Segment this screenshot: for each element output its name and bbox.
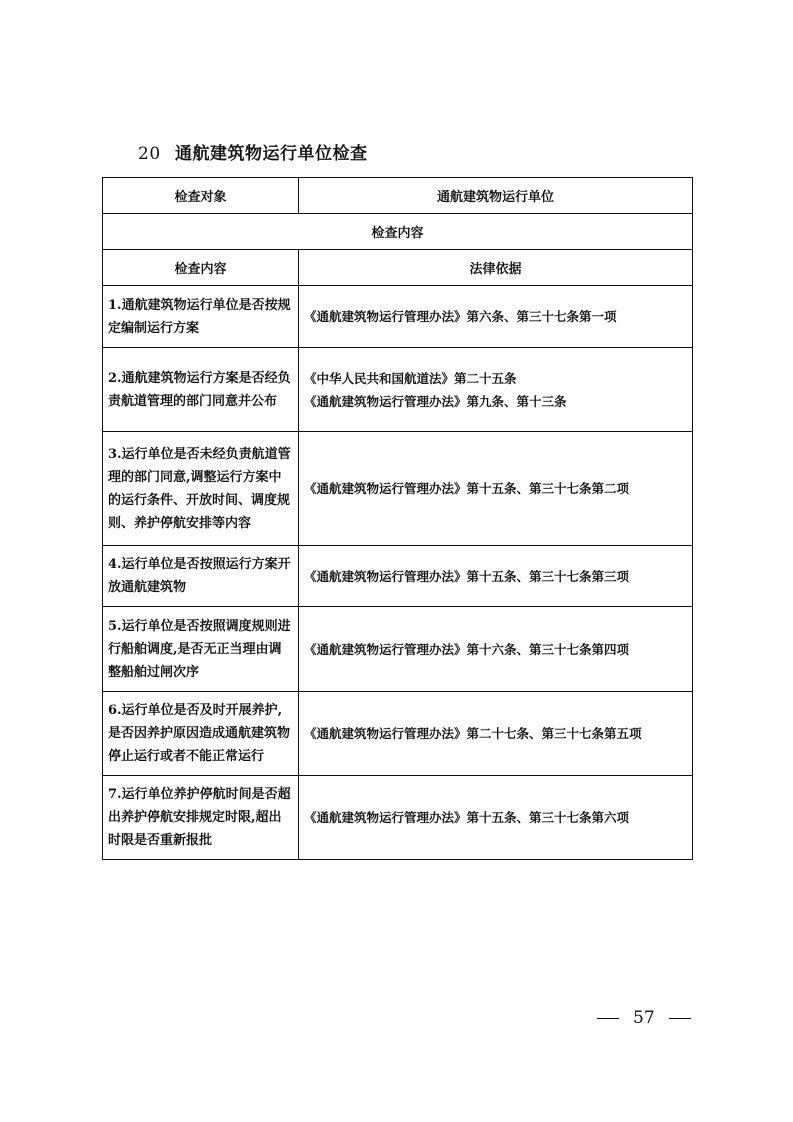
legal-basis-line: 《通航建筑物运行管理办法》第十五条、第三十七条第三项 [304, 568, 630, 584]
check-item: 2.通航建筑物运行方案是否经负责航道管理的部门同意并公布 [103, 348, 299, 432]
content-header: 检查内容 [103, 214, 693, 250]
col-content-header: 检查内容 [103, 250, 299, 286]
legal-basis-line: 《通航建筑物运行管理办法》第十五条、第三十七条第二项 [304, 481, 630, 496]
table-row [103, 546, 693, 607]
legal-basis-line: 《通航建筑物运行管理办法》第十六条、第三十七条第四项 [304, 641, 630, 657]
column-header-row [103, 250, 693, 286]
legal-basis [299, 776, 693, 860]
table-row [103, 692, 693, 776]
page-number: 57 [633, 1008, 655, 1028]
check-item: 6.运行单位是否及时开展养护,是否因养护原因造成通航建筑物停止运行或者不能正常运行 [103, 692, 299, 776]
inspection-table [102, 177, 693, 860]
footer-dash-right [669, 1018, 691, 1019]
check-item: 1.通航建筑物运行单位是否按规定编制运行方案 [103, 286, 299, 348]
legal-basis [299, 348, 693, 432]
table-row [103, 286, 693, 348]
check-item: 5.运行单位是否按照调度规则进行船舶调度,是否无正当理由调整船舶过闸次序 [103, 607, 299, 692]
footer-dash-left [597, 1018, 619, 1019]
legal-basis-line: 《通航建筑物运行管理办法》第九条、第十三条 [304, 393, 567, 409]
section-title [138, 139, 368, 164]
legal-basis [299, 286, 693, 348]
legal-basis-line: 《通航建筑物运行管理办法》第十五条、第三十七条第六项 [304, 810, 630, 825]
legal-basis-line: 《通航建筑物运行管理办法》第二十七条、第三十七条第五项 [304, 726, 642, 741]
legal-basis [299, 607, 693, 692]
content-header-row [103, 214, 693, 250]
legal-basis-line: 《中华人民共和国航道法》第二十五条 [304, 370, 517, 386]
check-item: 4.运行单位是否按照运行方案开放通航建筑物 [103, 546, 299, 607]
legal-basis [299, 692, 693, 776]
legal-basis [299, 432, 693, 546]
object-row [103, 178, 693, 214]
col-basis-header: 法律依据 [299, 250, 693, 286]
table-row [103, 348, 693, 432]
legal-basis-line: 《通航建筑物运行管理办法》第六条、第三十七条第一项 [304, 309, 617, 324]
object-label: 检查对象 [103, 178, 299, 214]
legal-basis [299, 546, 693, 607]
section-title-text: 通航建筑物运行单位检查 [175, 144, 368, 164]
table-row [103, 776, 693, 860]
check-item: 7.运行单位养护停航时间是否超出养护停航安排规定时限,超出时限是否重新报批 [103, 776, 299, 860]
object-value: 通航建筑物运行单位 [299, 178, 693, 214]
page-footer [597, 1008, 691, 1028]
section-number: 20 [138, 144, 161, 164]
table-row [103, 432, 693, 546]
check-item: 3.运行单位是否未经负责航道管理的部门同意,调整运行方案中的运行条件、开放时间、调度规则、养护停航安排等内容 [103, 432, 299, 546]
table-row [103, 607, 693, 692]
